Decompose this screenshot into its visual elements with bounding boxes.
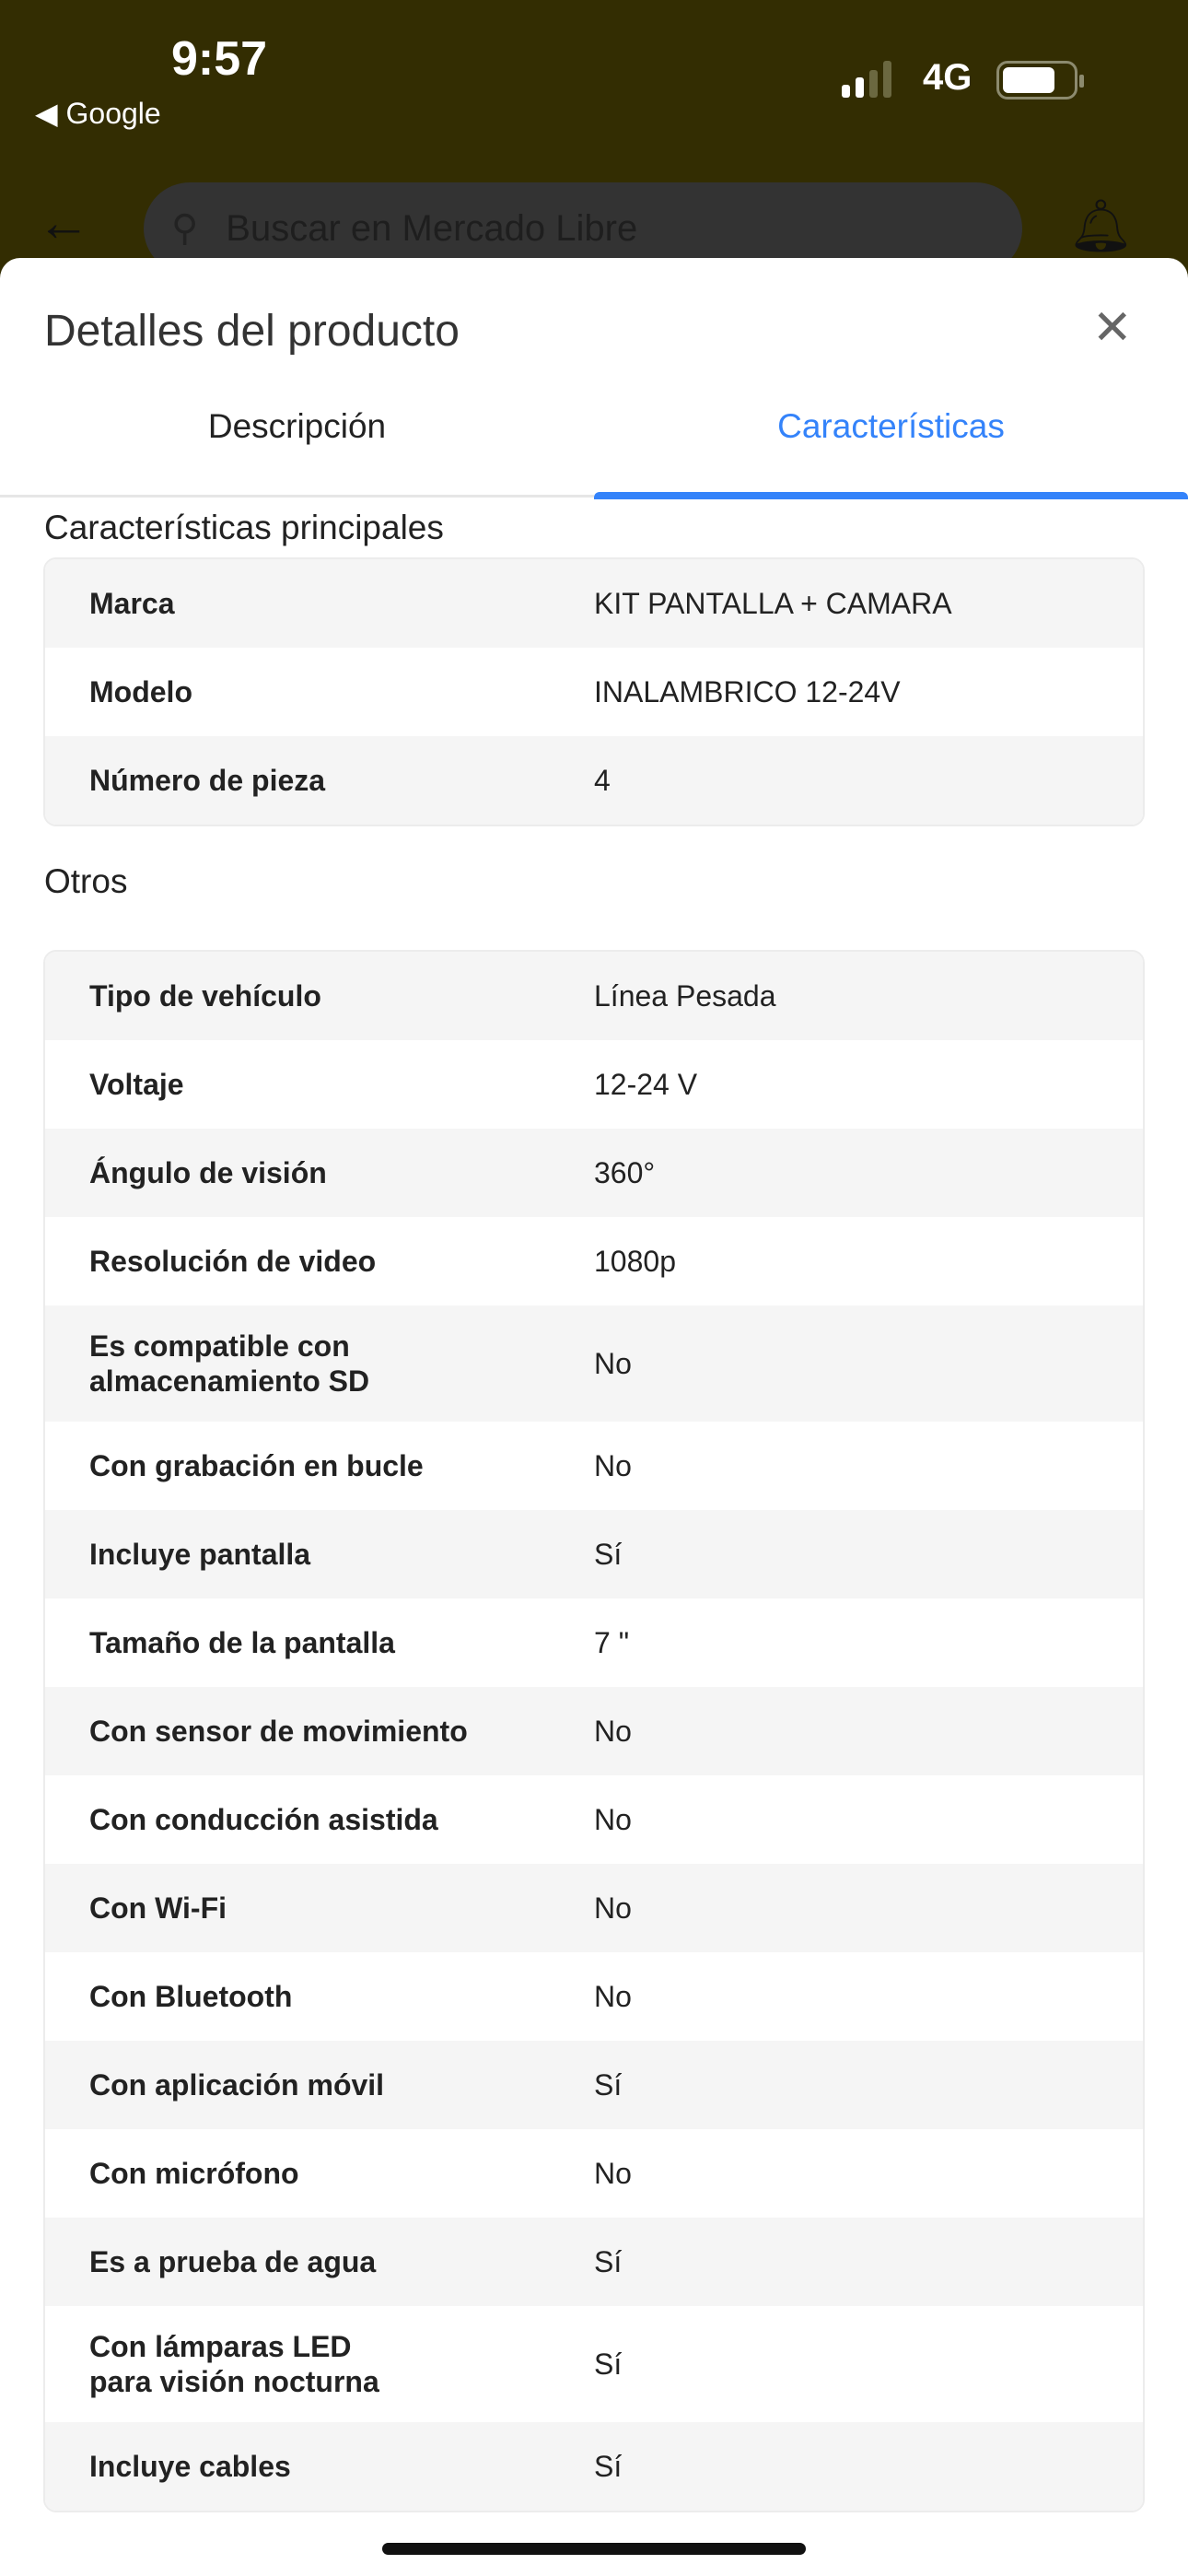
spec-label: Es compatible con almacenamiento SD: [89, 1329, 370, 1398]
search-input[interactable]: [226, 208, 870, 250]
back-to-app-link[interactable]: ◀ Google: [35, 97, 161, 130]
table-row: [45, 1306, 1143, 1422]
table-row: [45, 1422, 1143, 1510]
section-title: Otros: [44, 862, 128, 900]
table-row: [45, 1510, 1143, 1598]
spec-value: Sí: [594, 2067, 623, 2102]
product-details-sheet: [0, 258, 1188, 2576]
spec-label: Con lámparas LED para visión nocturna: [89, 2330, 379, 2398]
spec-label: Con sensor de movimiento: [89, 1715, 468, 1748]
spec-label: Ángulo de visión: [89, 1156, 327, 1189]
spec-value: No: [594, 2156, 632, 2190]
spec-value: No: [594, 1979, 632, 2013]
sheet-title: Detalles del producto: [44, 307, 460, 356]
table-row: [45, 2422, 1143, 2511]
search-icon: ⚲: [171, 208, 199, 249]
specs-table: [43, 557, 1145, 826]
table-row: [45, 952, 1143, 1040]
spec-label: Con micrófono: [89, 2157, 299, 2190]
table-row: [45, 2306, 1143, 2422]
spec-label: Incluye pantalla: [89, 1538, 311, 1571]
spec-label: Número de pieza: [89, 764, 326, 797]
spec-label: Modelo: [89, 675, 192, 708]
spec-value: Sí: [594, 1537, 623, 1571]
close-icon[interactable]: ✕: [1092, 301, 1133, 355]
section-title: Características principales: [44, 509, 444, 546]
spec-label: Marca: [89, 587, 175, 620]
table-row: [45, 2129, 1143, 2218]
spec-value: Sí: [594, 2244, 623, 2278]
table-row: [45, 559, 1143, 648]
spec-value: No: [594, 1714, 632, 1748]
spec-value: KIT PANTALLA + CAMARA: [594, 586, 952, 620]
tab-caracteristicas[interactable]: Características: [594, 387, 1188, 498]
spec-label: Es a prueba de agua: [89, 2245, 377, 2278]
bell-icon[interactable]: 🔔︎: [1068, 196, 1135, 254]
spec-value: Sí: [594, 2449, 623, 2483]
status-bar: [0, 0, 1188, 184]
table-row: [45, 736, 1143, 825]
network-type: 4G: [923, 57, 973, 98]
spec-value: 1080p: [594, 1244, 676, 1278]
spec-value: No: [594, 1802, 632, 1836]
spec-value: No: [594, 1891, 632, 1925]
back-arrow-icon[interactable]: ←: [37, 193, 90, 252]
spec-value: No: [594, 1346, 632, 1380]
spec-label: Incluye cables: [89, 2450, 291, 2483]
tab-bar: [0, 387, 1188, 498]
spec-value: INALAMBRICO 12-24V: [594, 674, 901, 708]
spec-value: 12-24 V: [594, 1067, 698, 1101]
table-row: [45, 648, 1143, 736]
table-row: [45, 2041, 1143, 2129]
table-row: [45, 1129, 1143, 1217]
battery-icon: [996, 61, 1077, 100]
table-row: [45, 1217, 1143, 1306]
table-row: [45, 1598, 1143, 1687]
spec-label: Voltaje: [89, 1068, 184, 1101]
table-row: [45, 1687, 1143, 1775]
spec-label: Tipo de vehículo: [89, 979, 321, 1013]
table-row: [45, 1952, 1143, 2041]
home-indicator: [382, 2543, 806, 2555]
spec-label: Con grabación en bucle: [89, 1449, 424, 1482]
table-row: [45, 1040, 1143, 1129]
spec-value: 360°: [594, 1155, 656, 1189]
spec-label: Con Wi-Fi: [89, 1891, 227, 1925]
specs-table: [43, 950, 1145, 2512]
table-row: [45, 1775, 1143, 1864]
spec-value: Sí: [594, 2347, 623, 2381]
spec-label: Con aplicación móvil: [89, 2068, 385, 2102]
table-row: [45, 2218, 1143, 2306]
spec-value: 4: [594, 763, 611, 797]
clock: 9:57: [171, 32, 268, 86]
spec-label: Con Bluetooth: [89, 1980, 293, 2013]
spec-label: Tamaño de la pantalla: [89, 1626, 395, 1659]
spec-value: Línea Pesada: [594, 978, 776, 1013]
tab-descripcion[interactable]: Descripción: [0, 387, 594, 498]
signal-icon: [842, 61, 891, 98]
table-row: [45, 1864, 1143, 1952]
spec-label: Resolución de video: [89, 1245, 377, 1278]
spec-value: 7 ": [594, 1625, 630, 1659]
spec-value: No: [594, 1448, 632, 1482]
spec-label: Con conducción asistida: [89, 1803, 438, 1836]
